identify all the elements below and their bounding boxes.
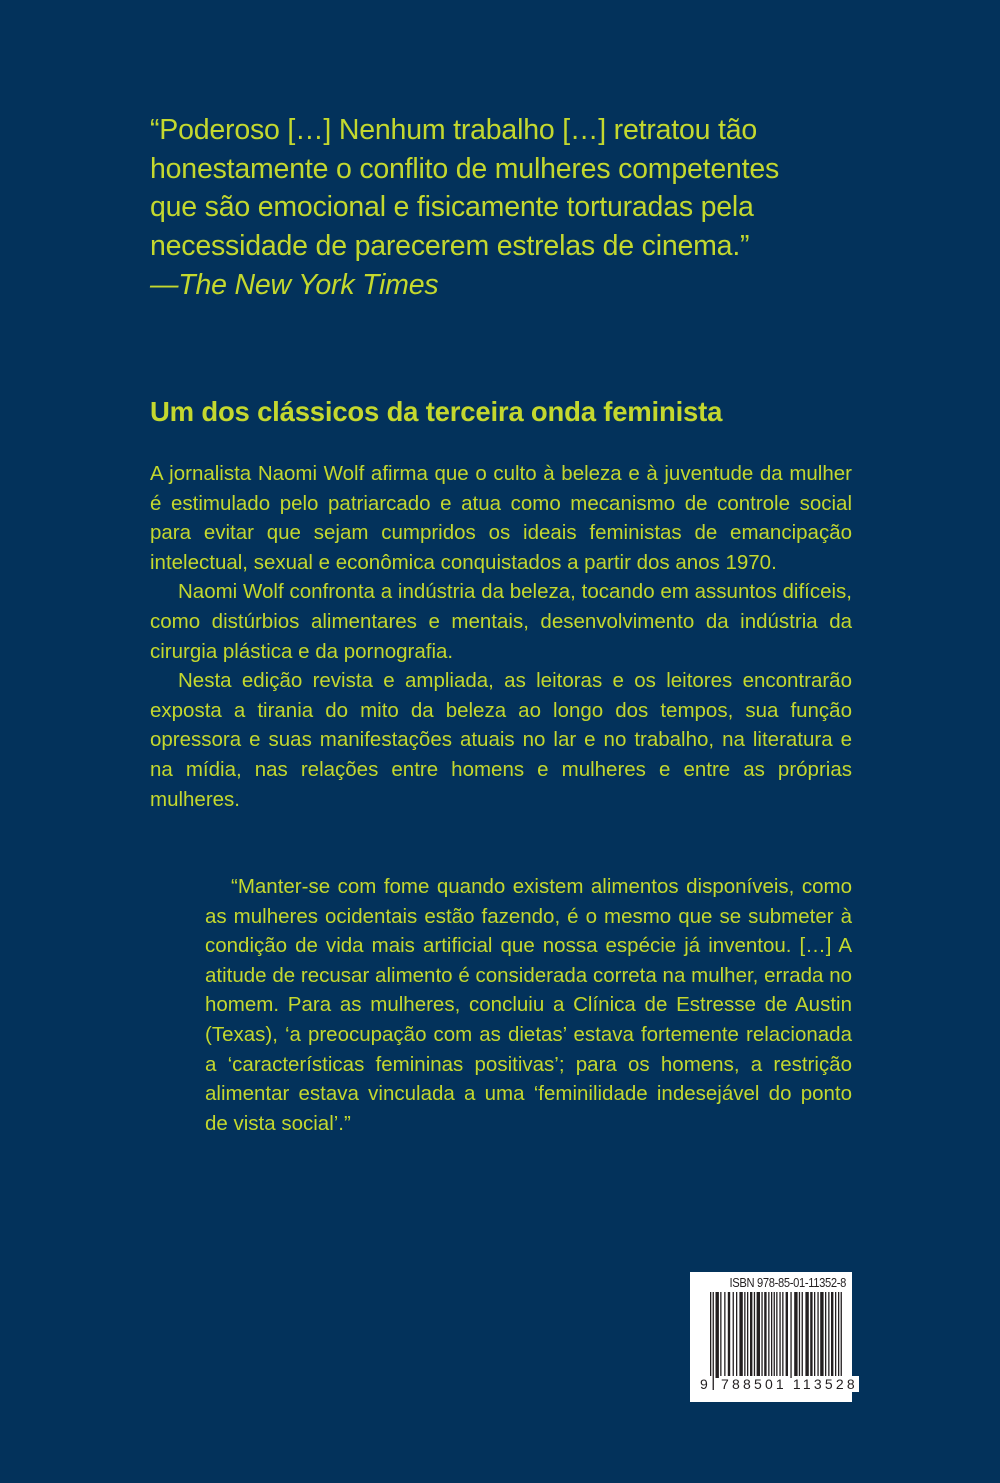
synopsis-paragraph: Nesta edição revista e ampliada, as leitoras e os leitores encontrarão exposta a tirania do mito da beleza ao longo dos tempos, sua função opressora e suas manifestações atuais no lar e no trabalho, na literatura e na mídia, nas relações entre homens e mulheres e entre as próprias mulheres. [150,669,852,811]
blurb-attribution: —The New York Times [150,268,439,301]
barcode-digit-first: 9 [700,1376,711,1392]
barcode-digits [699,1376,858,1392]
barcode-digits-left: 788501 [721,1376,787,1392]
isbn-barcode [690,1272,858,1402]
synopsis-paragraph: A jornalista Naomi Wolf afirma que o culto à beleza e à juventude da mulher é estimulado pelo patriarcado e atua como mecanismo de controle social para evitar que sejam cumpridos os ideais feministas de emancipação intelectual, sexual e econômica conquistados a partir dos anos 1970. [150,462,852,574]
synopsis-paragraph: Naomi Wolf confronta a indústria da beleza, tocando em assuntos difíceis, como distúrbios alimentares e mentais, desenvolvimento da indústria da cirurgia plástica e da pornografia. [150,580,852,663]
isbn-label: ISBN 978-85-01-11352-8 [729,1275,846,1290]
blurb-line: necessidade de parecerem estrelas de cinema.” [150,230,750,263]
book-excerpt-quote [205,872,852,1138]
synopsis [150,459,852,814]
barcode-digits-right: 113528 [792,1376,858,1392]
blurb-line: honestamente o conflito de mulheres competentes [150,152,780,185]
press-blurb [150,111,870,305]
section-heading: Um dos clássicos da terceira onda feminista [150,396,723,427]
blurb-line: que são emocional e fisicamente torturadas pela [150,191,754,224]
blurb-line: “Poderoso […] Nenhum trabalho […] retratou tão [150,114,758,146]
excerpt-text: “Manter-se com fome quando existem alimentos disponíveis, como as mulheres ocidentais estão fazendo, é o mesmo que se submeter à condição de vida mais artificial que nossa espécie já inventou. […] A atitude de recusar alimento é considerada correta na mulher, errada no homem. Para as mulheres, concluiu a Clínica de Estresse de Austin (Texas), ‘a preocupação com as dietas’ estava fortemente relacionada a ‘características femininas positivas’; para os homens, a restrição alimentar estava vinculada a uma ‘feminilidade indesejável do ponto de vista social’.” [205,875,852,1135]
